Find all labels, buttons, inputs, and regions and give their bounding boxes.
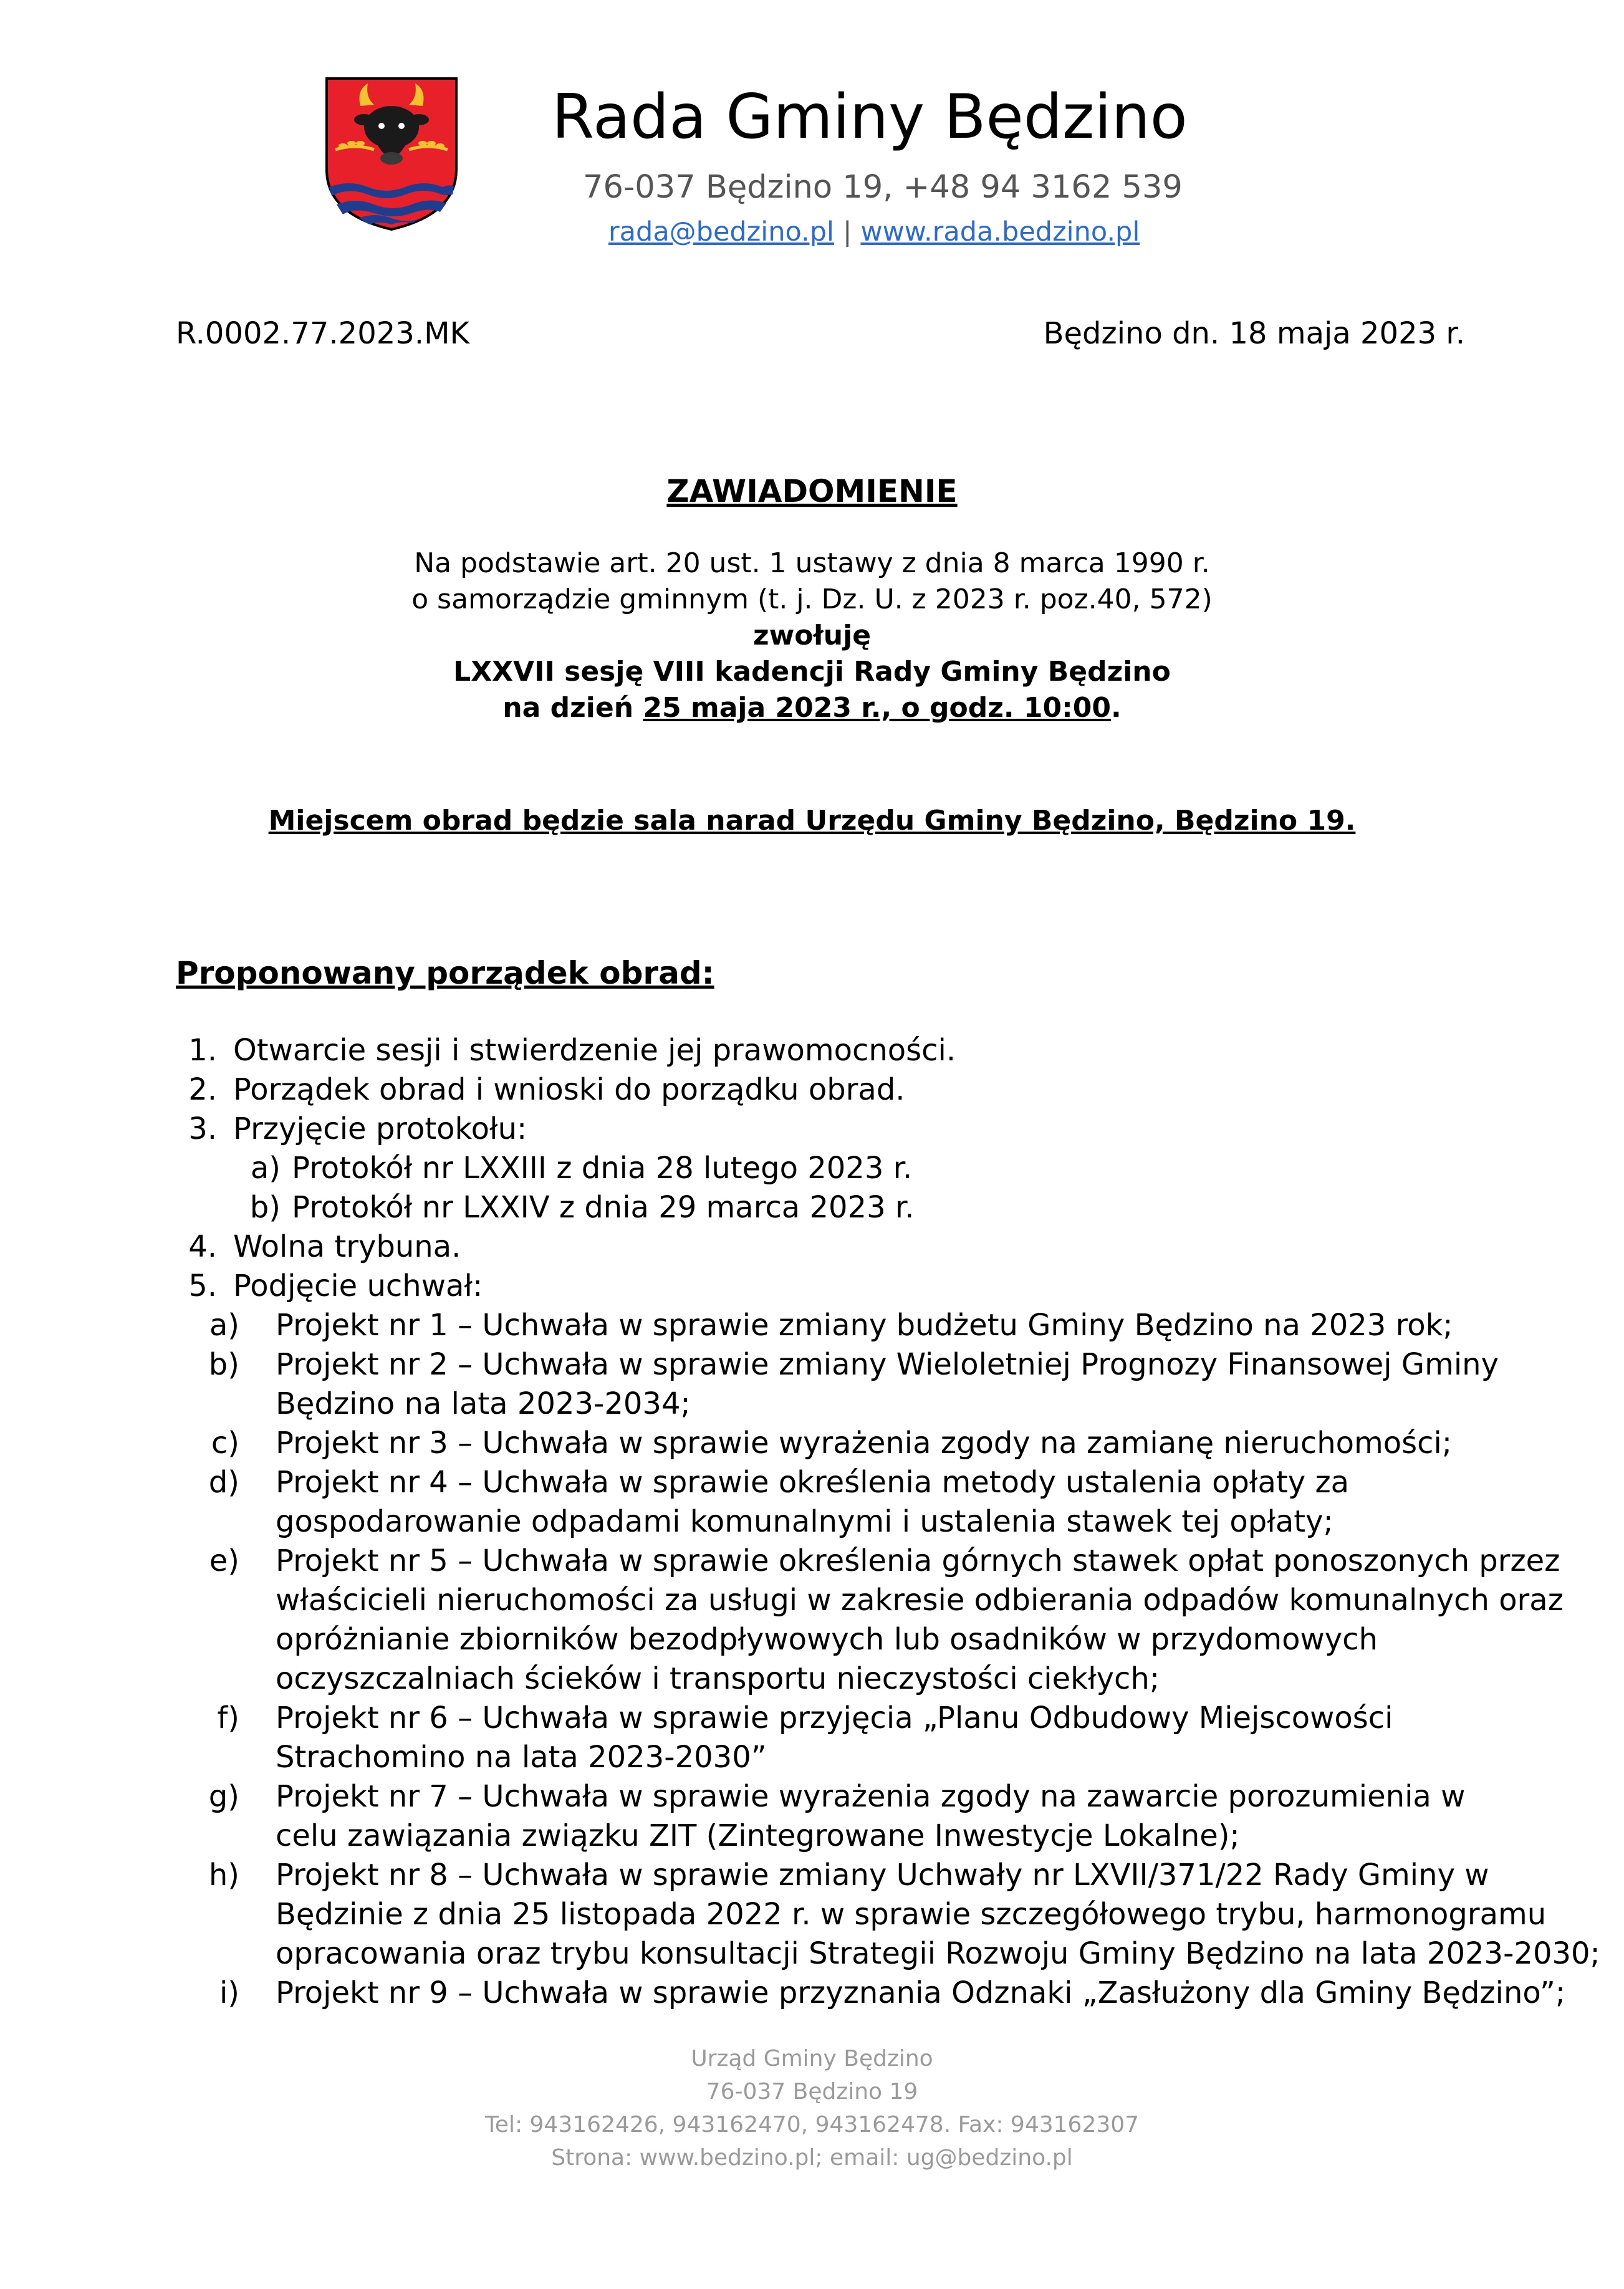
agenda-item [176, 1070, 1547, 1110]
resolution-item [176, 1699, 1547, 1777]
item-line: właścicieli nieruchomości za usługi w zakresie odbierania odpadów komunalnych oraz [276, 1583, 1564, 1618]
footer-web: Strona: www.bedzino.pl; email: ug@bedzino.pl [551, 2145, 1073, 2171]
resolution-item [176, 1424, 1547, 1463]
contact-links [608, 213, 1140, 251]
footer-address: 76-037 Będzino 19 [706, 2079, 918, 2104]
item-number: 4. [188, 1229, 217, 1264]
item-letter: a) [209, 1308, 239, 1343]
item-number: 1. [188, 1033, 217, 1068]
intro-convene: zwołuję [752, 620, 872, 651]
item-text: Przyjęcie protokołu: [233, 1111, 527, 1146]
item-text: Porządek obrad i wnioski do porządku obrad. [233, 1072, 905, 1107]
item-line: Będzinie z dnia 25 listopada 2022 r. w sprawie szczegółowego trybu, harmonogramu [276, 1897, 1547, 1932]
intro-session: LXXVII sesję VIII kadencji Rady Gminy Będzino [453, 656, 1171, 688]
agenda-item [176, 1110, 1547, 1149]
item-letter: f) [217, 1701, 239, 1735]
agenda-item [176, 1227, 1547, 1267]
item-letter: g) [208, 1779, 239, 1814]
intro-date-line [0, 690, 1624, 726]
item-line: Strachomino na lata 2023-2030” [276, 1740, 767, 1775]
agenda-heading: Proponowany porządek obrad: [176, 955, 714, 991]
item-number: 2. [188, 1072, 217, 1107]
item-line: Projekt nr 3 – Uchwała w sprawie wyrażenia zgody na zamianę nieruchomości; [276, 1426, 1453, 1461]
agenda-subitem [176, 1188, 1547, 1227]
meeting-place: Miejscem obrad będzie sala narad Urzędu Gminy Będzino, Będzino 19. [268, 805, 1356, 837]
item-line: Projekt nr 8 – Uchwała w sprawie zmiany Uchwały nr LXVII/371/22 Rady Gminy w [276, 1858, 1489, 1893]
session-datetime: 25 maja 2023 r., o godz. 10:00 [643, 692, 1111, 724]
resolution-item [176, 1777, 1547, 1856]
item-letter: d) [208, 1465, 239, 1500]
item-line: Będzino na lata 2023-2034; [276, 1386, 691, 1421]
intro-date-suffix: . [1110, 692, 1122, 724]
website-link[interactable]: www.rada.bedzino.pl [860, 216, 1140, 247]
council-address: 76-037 Będzino 19, +48 94 3162 539 [583, 169, 1183, 206]
item-line: oczyszczalniach ścieków i transportu nieczystości ciekłych; [276, 1661, 1160, 1696]
item-line: Projekt nr 1 – Uchwała w sprawie zmiany budżetu Gminy Będzino na 2023 rok; [276, 1308, 1453, 1343]
notice-intro [0, 545, 1624, 726]
agenda-subitem [176, 1149, 1547, 1188]
intro-date-prefix: na dzień [502, 692, 643, 724]
footer-office: Urząd Gminy Będzino [691, 2046, 933, 2071]
item-line: celu zawiązania związku ZIT (Zintegrowane Inwestycje Lokalne); [276, 1818, 1240, 1853]
page-footer [0, 2042, 1624, 2174]
agenda-item [176, 1031, 1547, 1070]
item-letter: i) [219, 1975, 239, 2010]
agenda-item [176, 1267, 1547, 1306]
item-number: 5. [188, 1269, 217, 1303]
item-line: gospodarowanie odpadami komunalnymi i ustalenia stawek tej opłaty; [276, 1504, 1333, 1539]
subitem-text: Protokół nr LXXIII z dnia 28 lutego 2023 r. [292, 1151, 913, 1186]
document-date: Będzino dn. 18 maja 2023 r. [1043, 316, 1465, 351]
item-line: opróżnianie zbiorników bezodpływowych lub osadników w przydomowych [276, 1622, 1378, 1657]
item-letter: c) [211, 1426, 239, 1461]
intro-line: o samorządzie gminnym (t. j. Dz. U. z 2023 r. poz.40, 572) [411, 583, 1213, 615]
resolution-item [176, 1345, 1547, 1424]
resolution-item [176, 1306, 1547, 1345]
item-text: Otwarcie sesji i stwierdzenie jej prawomocności. [233, 1033, 956, 1068]
subitem-text: Protokół nr LXXIV z dnia 29 marca 2023 r. [292, 1190, 915, 1225]
coat-of-arms-logo [324, 76, 459, 232]
intro-line: Na podstawie art. 20 ust. 1 ustawy z dnia 8 marca 1990 r. [414, 547, 1210, 579]
item-number: 3. [188, 1111, 217, 1146]
subitem-letter: b) [249, 1190, 281, 1225]
item-letter: b) [208, 1347, 239, 1382]
link-separator: | [842, 216, 852, 247]
subitem-letter: a) [250, 1151, 281, 1186]
item-line: Projekt nr 9 – Uchwała w sprawie przyznania Odznaki „Zasłużony dla Gminy Będzino”; [276, 1975, 1566, 2010]
email-link[interactable]: rada@bedzino.pl [608, 216, 834, 247]
item-line: Projekt nr 5 – Uchwała w sprawie określenia górnych stawek opłat ponoszonych przez [276, 1543, 1560, 1578]
item-line: Projekt nr 6 – Uchwała w sprawie przyjęcia „Planu Odbudowy Miejscowości [276, 1701, 1393, 1735]
reference-number: R.0002.77.2023.MK [176, 316, 469, 351]
agenda-list [176, 1031, 1600, 2013]
item-line: Projekt nr 7 – Uchwała w sprawie wyrażenia zgody na zawarcie porozumienia w [276, 1779, 1466, 1814]
item-letter: h) [208, 1858, 239, 1893]
resolution-item [176, 1542, 1564, 1699]
council-title: Rada Gminy Będzino [552, 82, 1188, 153]
item-letter: e) [209, 1543, 239, 1578]
resolution-item [176, 1463, 1547, 1542]
item-text: Podjęcie uchwał: [233, 1269, 483, 1303]
resolution-item [176, 1974, 1566, 2013]
notice-title: ZAWIADOMIENIE [666, 473, 958, 509]
footer-phone: Tel: 943162426, 943162470, 943162478. Fax: 943162307 [484, 2112, 1140, 2138]
item-text: Wolna trybuna. [233, 1229, 461, 1264]
item-line: Projekt nr 2 – Uchwała w sprawie zmiany Wieloletniej Prognozy Finansowej Gminy [276, 1347, 1499, 1382]
item-line: opracowania oraz trybu konsultacji Strategii Rozwoju Gminy Będzino na lata 2023-2030; [276, 1936, 1600, 1971]
resolution-item [176, 1856, 1600, 1974]
item-line: Projekt nr 4 – Uchwała w sprawie określenia metody ustalenia opłaty za [276, 1465, 1350, 1500]
